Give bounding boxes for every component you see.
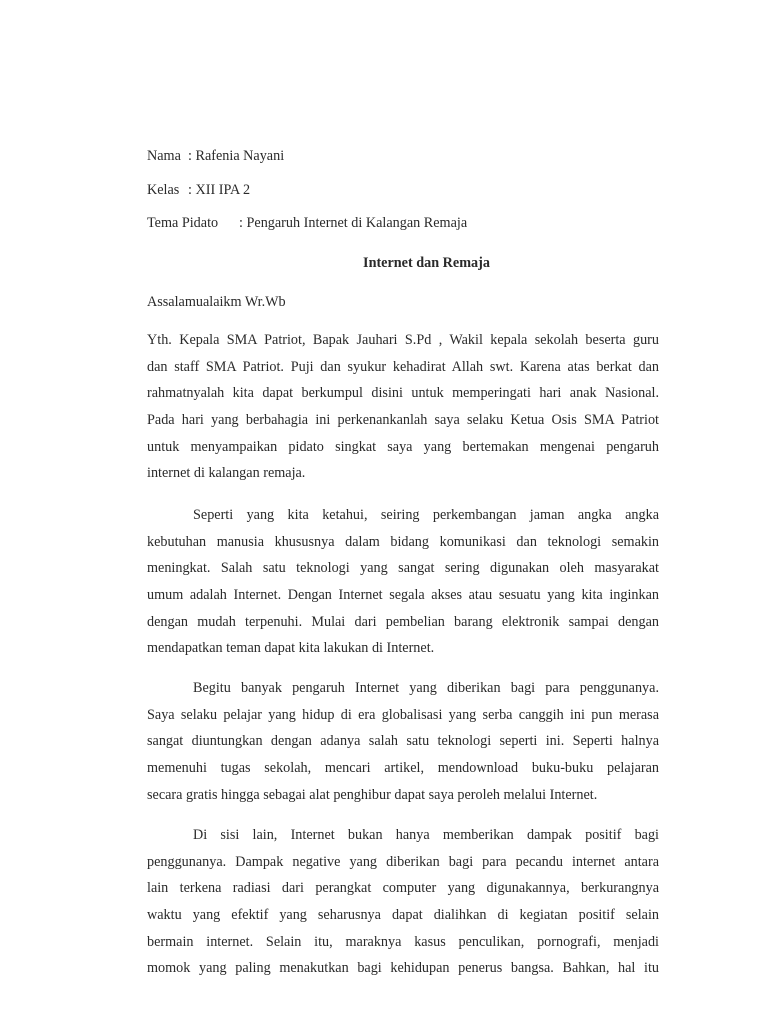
paragraph-line: umum adalah Internet. Dengan Internet segala akses atau sesuatu yang kita inginkan xyxy=(147,587,659,604)
paragraph-line: waktu yang efektif yang seharusnya dapat dialihkan di kegiatan positif selain xyxy=(147,907,659,924)
document-title: Internet dan Remaja xyxy=(363,255,490,271)
paragraph-opening xyxy=(147,327,659,487)
paragraph-line: meningkat. Salah satu teknologi yang sangat sering digunakan oleh masyarakat xyxy=(147,560,659,577)
paragraph-line: kebutuhan manusia khususnya dalam bidang komunikasi dan teknologi semakin xyxy=(147,533,659,550)
paragraph-line: lain terkena radiasi dari perangkat computer yang digunakannya, berkurangnya xyxy=(147,880,659,897)
tema-separator: : xyxy=(239,215,243,231)
opening-greeting: Assalamualaikm Wr.Wb xyxy=(147,294,286,310)
paragraph-line: Di sisi lain, Internet bukan hanya memberikan dampak positif bagi xyxy=(193,827,659,843)
paragraph-line: Pada hari yang berbahagia ini perkenankanlah saya selaku Ketua Osis SMA Patriot xyxy=(147,412,659,429)
paragraph-line: dan staff SMA Patriot. Puji dan syukur kehadirat Allah swt. Karena atas berkat dan xyxy=(147,358,659,375)
tema-label: Tema Pidato xyxy=(147,215,219,231)
paragraph-line: bermain internet. Selain itu, maraknya kasus penculikan, pornografi, menjadi xyxy=(147,933,659,950)
paragraph-line: internet di kalangan remaja. xyxy=(147,465,306,482)
info-nama xyxy=(147,146,284,166)
paragraph-body-1 xyxy=(147,502,659,662)
paragraph-body-3 xyxy=(147,822,659,982)
info-tema xyxy=(147,213,467,233)
paragraph-line: sangat diuntungkan dengan adanya salah satu teknologi seperti ini. Seperti halnya xyxy=(147,733,659,750)
kelas-value: XII IPA 2 xyxy=(195,182,251,198)
paragraph-line: Seperti yang kita ketahui, seiring perkembangan jaman angka angka xyxy=(193,507,659,523)
paragraph-line: momok yang paling menakutkan bagi kehidupan penerus bangsa. Bahkan, hal itu xyxy=(147,960,659,977)
tema-value: Pengaruh Internet di Kalangan Remaja xyxy=(246,215,468,231)
paragraph-line: untuk menyampaikan pidato singkat saya yang bertemakan mengenai pengaruh xyxy=(147,438,659,455)
paragraph-line: penggunanya. Dampak negative yang diberikan bagi para pecandu internet antara xyxy=(147,853,659,870)
info-kelas xyxy=(147,180,250,200)
paragraph-line: Saya selaku pelajar yang hidup di era globalisasi yang serba canggih ini pun merasa xyxy=(147,706,659,723)
paragraph-line: secara gratis hingga sebagai alat penghibur dapat saya peroleh melalui Internet. xyxy=(147,786,598,803)
kelas-separator: : xyxy=(188,182,192,198)
nama-value: Rafenia Nayani xyxy=(195,148,285,164)
paragraph-line: mendapatkan teman dapat kita lakukan di Internet. xyxy=(147,640,435,657)
paragraph-line: rahmatnyalah kita dapat berkumpul disini untuk memperingati hari anak Nasional. xyxy=(147,385,659,402)
paragraph-line: dengan mudah terpenuhi. Mulai dari pembelian barang elektronik sampai dengan xyxy=(147,613,659,630)
kelas-label: Kelas xyxy=(147,182,180,198)
paragraph-line: Yth. Kepala SMA Patriot, Bapak Jauhari S.Pd , Wakil kepala sekolah beserta guru xyxy=(147,332,659,348)
paragraph-line: memenuhi tugas sekolah, mencari artikel, mendownload buku-buku pelajaran xyxy=(147,760,659,777)
paragraph-line: Begitu banyak pengaruh Internet yang diberikan bagi para penggunanya. xyxy=(193,680,659,696)
nama-label: Nama xyxy=(147,148,181,164)
paragraph-body-2 xyxy=(147,675,659,808)
nama-separator: : xyxy=(188,148,192,164)
